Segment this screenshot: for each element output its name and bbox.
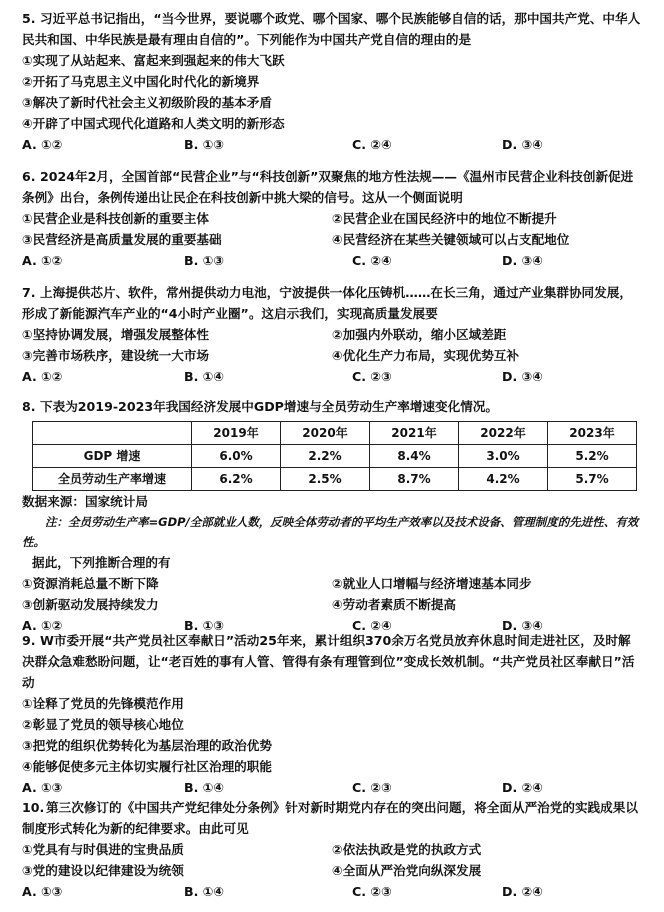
option: ④全面从严治党向纵深发展 (332, 863, 482, 878)
question-10 (22, 797, 642, 902)
answer-choices (22, 777, 642, 798)
table-cell: 4.2% (459, 468, 548, 491)
question-stem: 习近平总书记指出，“当今世界，要说哪个政党、哪个国家、哪个民族能够自信的话，那中国共产党、中华人民共和国、中华民族是最有理由自信的”。下列能作为中国共产党自信的理由的是 (22, 11, 641, 47)
table-header-cell: 2023年 (548, 422, 637, 445)
table-corner-cell (33, 422, 192, 445)
question-5 (22, 8, 642, 155)
question-stem: 第三次修订的《中国共产党纪律处分条例》针对新时期党内存在的突出问题，将全面从严治党的实践成果以制度形式转化为新的纪律要求。由此可见 (22, 800, 638, 836)
question-stem: 上海提供芯片、软件，常州提供动力电池，宁波提供一体化压铸机……在长三角，通过产业集群协同发展，形成了新能源汽车产业的“4小时产业圈”。这启示我们，实现高质量发展要 (22, 285, 632, 321)
question-stem: 2024年2月，全国首部“民营企业”与“科技创新”双聚焦的地方性法规——《温州市民营企业科技创新促进条例》出台，条例传递出让民企在科技创新中挑大梁的信号。这从一个侧面说明 (22, 169, 634, 205)
question-8 (22, 396, 642, 636)
table-cell: 2.5% (281, 468, 370, 491)
option: ③解决了新时代社会主义初级阶段的基本矛盾 (22, 95, 272, 110)
question-lead: 据此，下列推断合理的有 (32, 555, 171, 570)
option: ④能够促使多元主体切实履行社区治理的职能 (22, 759, 272, 774)
option: ③党的建设以纪律建设为统领 (22, 863, 184, 878)
option: ③民营经济是高质量发展的重要基础 (22, 232, 222, 247)
table-row (33, 445, 637, 468)
answer-b: B. ①④ (184, 884, 225, 899)
table-cell: 6.2% (192, 468, 281, 491)
answer-choices (22, 134, 642, 155)
answer-c: C. ②③ (352, 780, 392, 795)
answer-a: A. ①② (22, 253, 63, 268)
option: ①坚持协调发展，增强发展整体性 (22, 327, 209, 342)
table-note: 注：全员劳动生产率=GDP/全部就业人数，反映全体劳动者的平均生产效率以及技术设备、管理制度的先进性、有效性。 (22, 515, 639, 549)
option: ②就业人口增幅与经济增速基本同步 (332, 576, 532, 591)
data-source: 数据来源：国家统计局 (22, 494, 148, 509)
answer-d: D. ③④ (502, 253, 543, 268)
answer-a: A. ①② (22, 137, 63, 152)
answer-choices (22, 366, 642, 387)
table-header-cell: 2022年 (459, 422, 548, 445)
option: ①党具有与时俱进的宝贵品质 (22, 842, 184, 857)
option: ③创新驱动发展持续发力 (22, 597, 159, 612)
answer-c: C. ②④ (352, 137, 392, 152)
table-header-cell: 2019年 (192, 422, 281, 445)
option: ②依法执政是党的执政方式 (332, 842, 482, 857)
table-row (33, 468, 637, 491)
option: ③把党的组织优势转化为基层治理的政治优势 (22, 738, 272, 753)
answer-c: C. ②③ (352, 369, 392, 384)
question-number: 10. (22, 800, 45, 815)
question-9 (22, 630, 642, 798)
option: ①民营企业是科技创新的重要主体 (22, 211, 209, 226)
table-cell: 6.0% (192, 445, 281, 468)
table-header-row (33, 422, 637, 445)
question-number: 5. (22, 11, 36, 26)
answer-d: D. ③④ (502, 369, 543, 384)
option: ④开辟了中国式现代化道路和人类文明的新形态 (22, 116, 285, 131)
question-6 (22, 166, 642, 271)
answer-a: A. ①③ (22, 884, 63, 899)
question-stem: W市委开展“共产党员社区奉献日”活动25年来，累计组织370余万名党员放弃休息时间走进社区，及时解决群众急难愁盼问题，让“老百姓的事有人管、管得有条有理管到位”变成长效机制。“共产党员社区奉献日”活动 (22, 633, 635, 690)
option: ①资源消耗总量不断下降 (22, 576, 159, 591)
table-cell: 8.7% (370, 468, 459, 491)
option: ①实现了从站起来、富起来到强起来的伟大飞跃 (22, 53, 285, 68)
table-cell: 2.2% (281, 445, 370, 468)
option: ②民营企业在国民经济中的地位不断提升 (332, 211, 557, 226)
question-7 (22, 282, 642, 387)
answer-a: A. ①② (22, 369, 63, 384)
answer-b: B. ①③ (184, 618, 225, 633)
question-stem: 下表为2019-2023年我国经济发展中GDP增速与全员劳动生产率增速变化情况。 (40, 399, 498, 414)
table-cell: 3.0% (459, 445, 548, 468)
answer-choices (22, 250, 642, 271)
answer-a: A. ①③ (22, 780, 63, 795)
table-cell: 8.4% (370, 445, 459, 468)
question-number: 9. (22, 633, 36, 648)
answer-b: B. ①④ (184, 369, 225, 384)
table-cell: 5.2% (548, 445, 637, 468)
table-row-label: GDP 增速 (33, 445, 192, 468)
option: ②彰显了党员的领导核心地位 (22, 717, 184, 732)
table-row-label: 全员劳动生产率增速 (33, 468, 192, 491)
answer-b: B. ①③ (184, 137, 225, 152)
option: ③完善市场秩序，建设统一大市场 (22, 348, 209, 363)
answer-c: C. ②④ (352, 253, 392, 268)
answer-c: C. ②③ (352, 884, 392, 899)
answer-b: B. ①③ (184, 253, 225, 268)
table-header-cell: 2021年 (370, 422, 459, 445)
answer-b: B. ①④ (184, 780, 225, 795)
table-cell: 5.7% (548, 468, 637, 491)
answer-a: A. ①② (22, 618, 63, 633)
growth-table (32, 421, 637, 491)
answer-choices (22, 881, 642, 902)
option: ①诠释了党员的先锋模范作用 (22, 696, 184, 711)
table-header-cell: 2020年 (281, 422, 370, 445)
question-number: 8. (22, 399, 36, 414)
answer-c: C. ②④ (352, 618, 392, 633)
option: ④优化生产力布局，实现优势互补 (332, 348, 519, 363)
answer-d: D. ②④ (502, 780, 543, 795)
question-number: 6. (22, 169, 36, 184)
option: ②加强内外联动，缩小区域差距 (332, 327, 507, 342)
question-number: 7. (22, 285, 36, 300)
option: ②开拓了马克思主义中国化时代化的新境界 (22, 74, 260, 89)
option: ④民营经济在某些关键领域可以占支配地位 (332, 232, 570, 247)
answer-d: D. ③④ (502, 137, 543, 152)
answer-d: D. ③④ (502, 618, 543, 633)
answer-d: D. ②④ (502, 884, 543, 899)
option: ④劳动者素质不断提高 (332, 597, 457, 612)
